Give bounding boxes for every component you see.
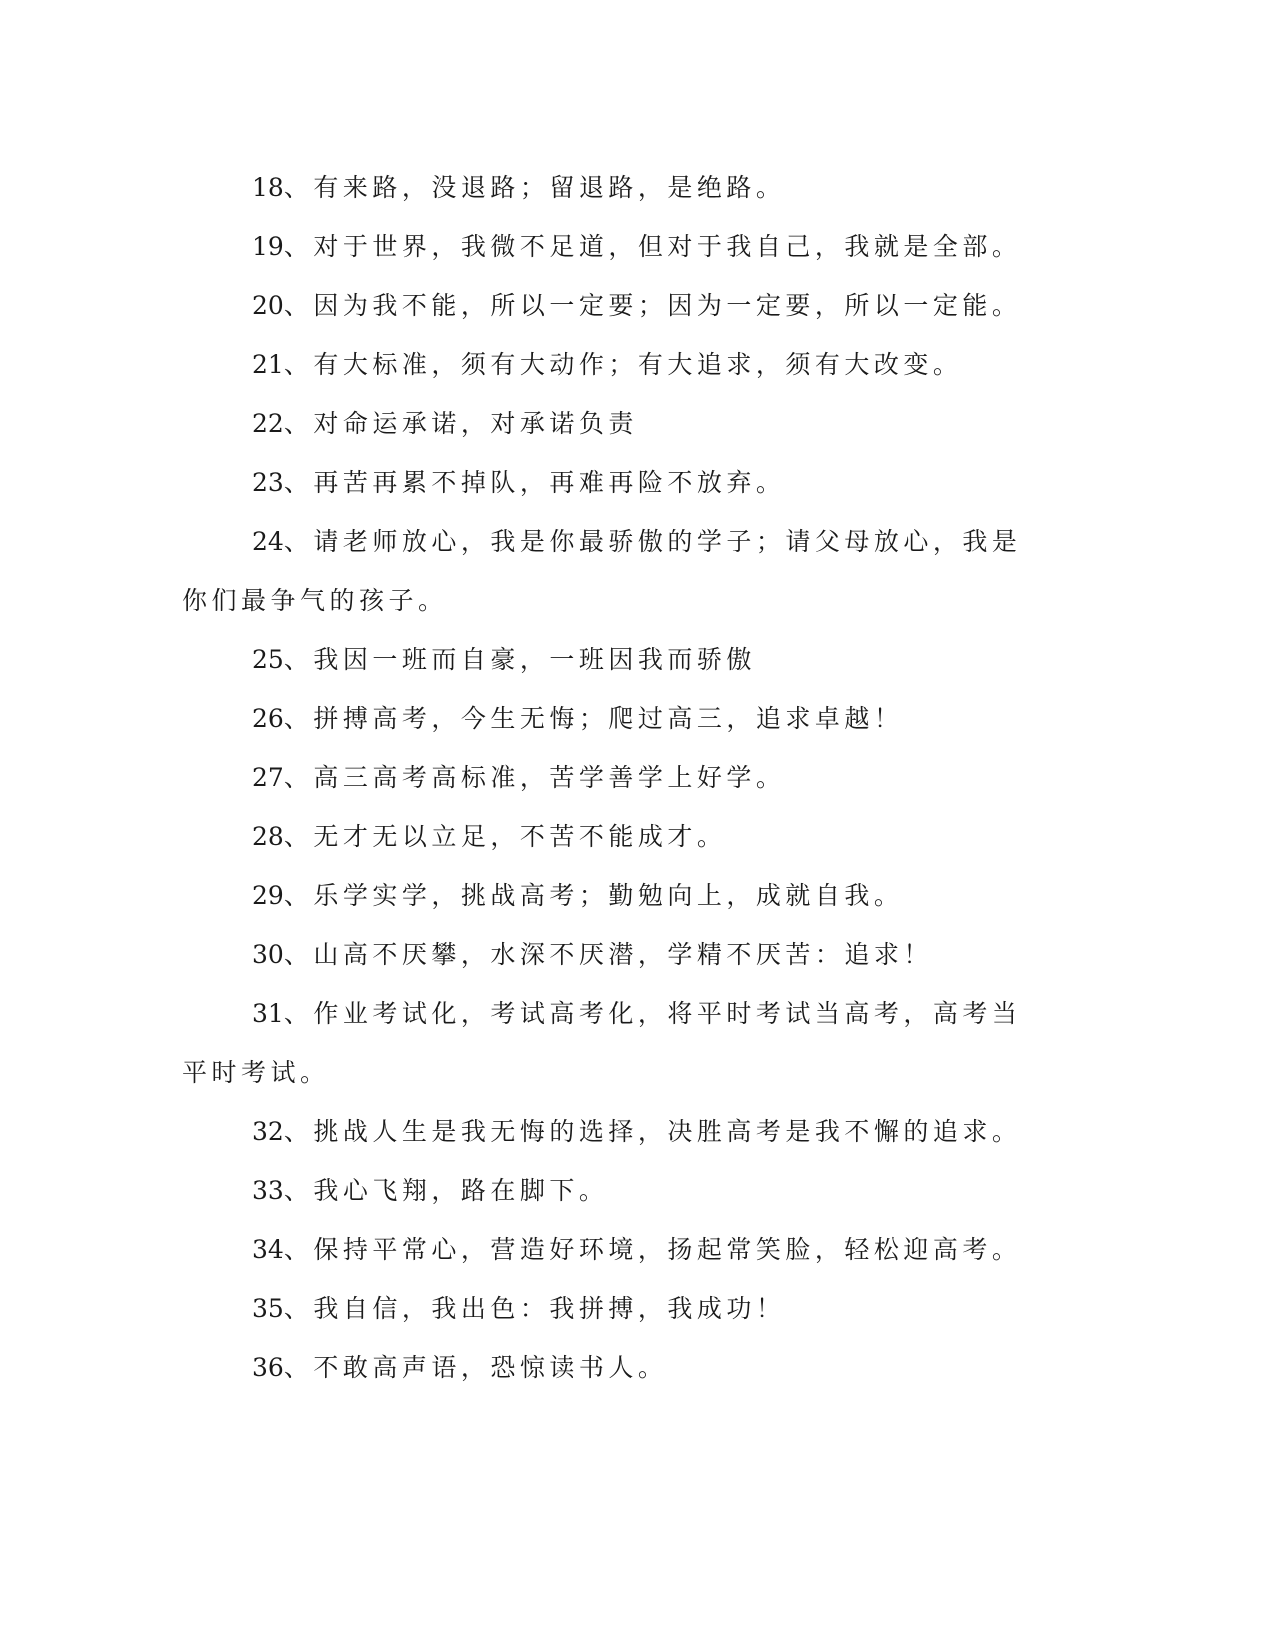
list-item [182,158,1044,217]
item-text: 、保持平常心，营造好环境，扬起常笑脸，轻松迎高考。 [283,1235,1022,1264]
item-text: 、作业考试化，考试高考化，将平时考试当高考，高考当平时考试。 [182,999,1022,1087]
list-item [182,1102,1044,1161]
list-item [182,1161,1044,1220]
item-number: 30 [252,940,284,969]
item-number: 25 [252,645,284,674]
list-item [182,276,1044,335]
item-number: 20 [252,291,284,320]
item-text: 、有来路，没退路；留退路，是绝路。 [283,173,786,202]
list-item [182,1279,1044,1338]
list-item [182,630,1044,689]
document-body [182,158,1044,1397]
item-number: 19 [252,232,284,261]
item-number: 24 [252,527,284,556]
item-text: 、挑战人生是我无悔的选择，决胜高考是我不懈的追求。 [283,1117,1022,1146]
list-item [182,866,1044,925]
list-item [182,807,1044,866]
item-number: 27 [252,763,284,792]
item-text: 、对于世界，我微不足道，但对于我自己，我就是全部。 [283,232,1022,261]
item-text: 、乐学实学，挑战高考；勤勉向上，成就自我。 [283,881,904,910]
list-item [182,394,1044,453]
item-number: 31 [252,999,284,1028]
item-text: 、再苦再累不掉队，再难再险不放弃。 [283,468,786,497]
item-number: 18 [252,173,284,202]
item-text: 、不敢高声语，恐惊读书人。 [283,1353,668,1382]
item-number: 26 [252,704,284,733]
item-text: 、因为我不能，所以一定要；因为一定要，所以一定能。 [283,291,1022,320]
list-item [182,335,1044,394]
list-item [182,984,1044,1102]
item-number: 22 [252,409,284,438]
list-item [182,512,1044,630]
item-text: 、我自信，我出色：我拼搏，我成功！ [283,1294,786,1323]
list-item [182,453,1044,512]
item-text: 、对命运承诺，对承诺负责 [283,409,638,438]
item-text: 、我心飞翔，路在脚下。 [283,1176,609,1205]
item-text: 、有大标准，须有大动作；有大追求，须有大改变。 [283,350,963,379]
list-item [182,1338,1044,1397]
item-number: 36 [252,1353,284,1382]
list-item [182,1220,1044,1279]
item-number: 21 [252,350,284,379]
list-item [182,748,1044,807]
item-number: 33 [252,1176,284,1205]
item-number: 35 [252,1294,284,1323]
item-number: 23 [252,468,284,497]
item-text: 、无才无以立足，不苦不能成才。 [283,822,727,851]
item-number: 34 [252,1235,284,1264]
item-text: 、拼搏高考，今生无悔；爬过高三，追求卓越！ [283,704,904,733]
item-number: 32 [252,1117,284,1146]
item-text: 、高三高考高标准，苦学善学上好学。 [283,763,786,792]
list-item [182,217,1044,276]
item-number: 28 [252,822,284,851]
list-item [182,925,1044,984]
item-text: 、请老师放心，我是你最骄傲的学子；请父母放心，我是你们最争气的孩子。 [182,527,1022,615]
item-text: 、我因一班而自豪，一班因我而骄傲 [283,645,756,674]
list-item [182,689,1044,748]
item-text: 、山高不厌攀，水深不厌潜，学精不厌苦：追求！ [283,940,933,969]
item-number: 29 [252,881,284,910]
